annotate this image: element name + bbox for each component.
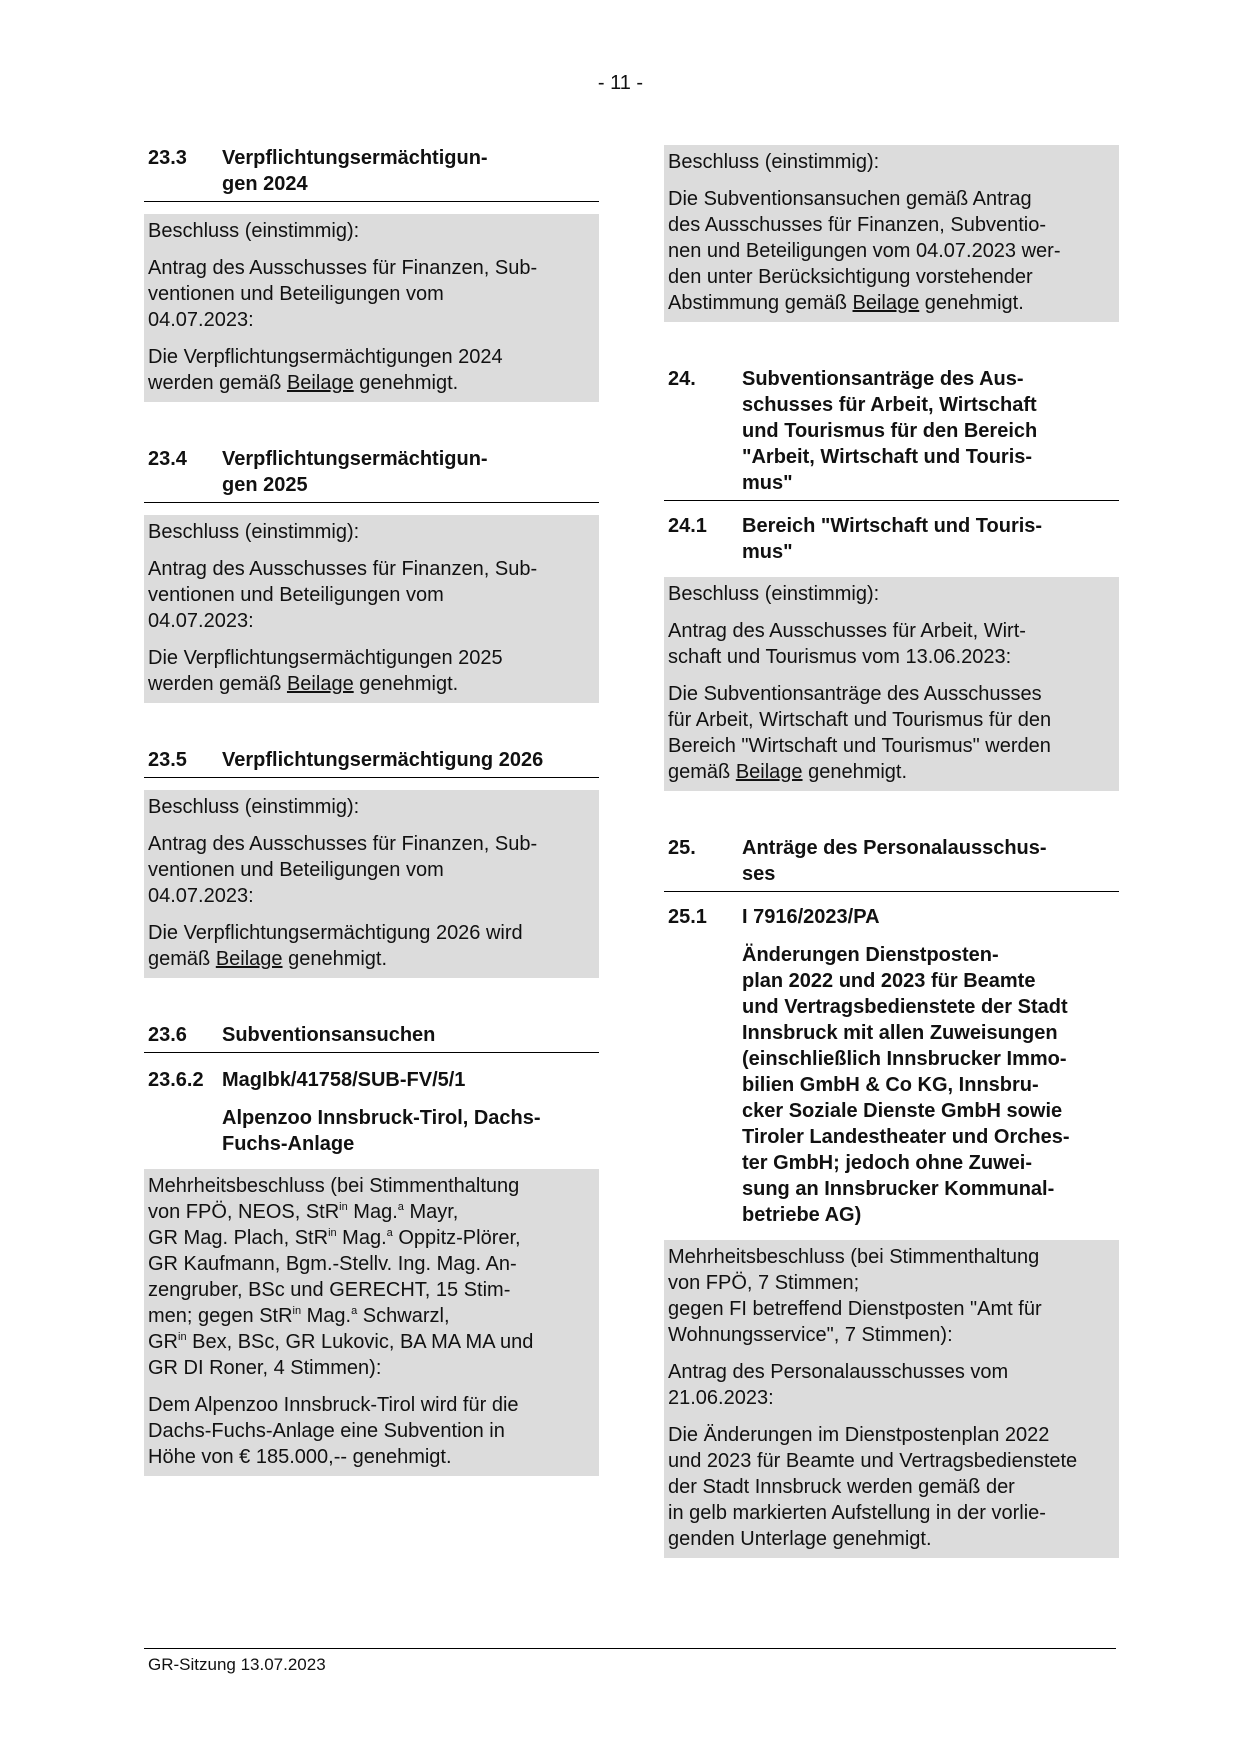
section-subtitle: Alpenzoo Innsbruck-Tirol, Dachs- Fuchs-Anlage [222,1107,541,1155]
superscript: in [339,1201,348,1213]
right-column [664,145,1119,1558]
title-line-2: gen 2024 [222,173,308,195]
resolution-text [668,186,1115,316]
decision-type: Beschluss (einstimmig): [148,220,360,242]
decision-box [144,214,599,402]
section-24 [664,366,1119,501]
resolution-text [148,645,595,697]
section-title: Anträge des Personalausschus- ses [742,837,1047,885]
vote-text [148,1173,595,1381]
beilage-link[interactable]: Beilage [286,372,354,394]
section-number: 24. [668,368,696,390]
superscript: in [292,1305,302,1317]
section-25-1 [664,904,1119,1558]
superscript: a [397,1201,404,1213]
superscript: in [328,1227,337,1239]
section-number: 23.6.2 [148,1069,204,1091]
section-title [222,145,599,197]
decision-box [664,577,1119,791]
beilage-link[interactable]: Beilage [852,292,920,314]
section-23-4 [144,446,599,703]
section-number: 23.6 [148,1024,187,1046]
section-heading [144,747,599,778]
motion-text: Antrag des Ausschusses für Arbeit, Wirt- schaft und Tourismus vom 13.06.2023: [668,620,1026,668]
section-title: I 7916/2023/PA [742,906,880,928]
vote-part: Bex, BSc, GR Lukovic, BA MA MA und GR DI Roner, 4 Stimmen): [148,1331,534,1379]
section-title [222,446,599,498]
footer-text: GR-Sitzung 13.07.2023 [148,1655,326,1674]
decision-box [144,790,599,978]
beilage-link[interactable]: Beilage [286,673,354,695]
decision-type: Beschluss (einstimmig): [148,521,360,543]
resolution-text [148,920,595,972]
decision-box [144,515,599,703]
resolution-part: Die Verpflichtungsermächtigung 2026 wird gemäß [148,922,523,970]
resolution-part: Die Subventionsanträge des Ausschusses für Arbeit, Wirtschaft und Tourismus für den Bereich "Wirtschaft und Tourismus" werden gemäß [668,683,1052,783]
resolution-text [148,344,595,396]
beilage-link[interactable]: Beilage [215,948,283,970]
vote-part: Mag. [301,1305,352,1327]
motion-text: Antrag des Personalausschusses vom 21.06.2023: [668,1361,1009,1409]
section-25 [664,835,1119,892]
section-subtitle: Änderungen Dienstposten- plan 2022 und 2023 für Beamte und Vertragsbedienstete der Stadt Innsbruck mit allen Zuweisungen (einschließlich Innsbrucker Immo- bilien GmbH & Co KG, Innsbru- cker Soziale Dienste GmbH sowie Tiroler Landestheater und Orches- ter GmbH; jedoch ohne Zuwei- sung an Innsbrucker Kommunal- betriebe AG) [742,944,1070,1226]
resolution-part: Die Verpflichtungsermächtigungen 2024 werden gemäß [148,346,503,394]
section-24-1 [664,513,1119,791]
resolution-part: genehmigt. [282,948,388,970]
section-heading [144,145,599,202]
resolution-part: genehmigt. [802,761,908,783]
section-heading [144,1067,599,1093]
vote-part: Mag. [336,1227,387,1249]
motion-text: Antrag des Ausschusses für Finanzen, Sub- ventionen und Beteiligungen vom 04.07.2023: [148,833,538,907]
motion-text: Antrag des Ausschusses für Finanzen, Sub- ventionen und Beteiligungen vom 04.07.2023: [148,257,538,331]
section-number: 24.1 [668,515,707,537]
section-23-5 [144,747,599,978]
section-title: Subventionsanträge des Aus- schusses für Arbeit, Wirtschaft und Tourismus für den Bereich "Arbeit, Wirtschaft und Touris- mus" [742,368,1038,494]
section-heading [664,366,1119,501]
section-number: 25.1 [668,906,707,928]
title-line-1: Verpflichtungsermächtigun- [222,147,488,169]
vote-text: Mehrheitsbeschluss (bei Stimmenthaltung von FPÖ, 7 Stimmen; gegen FI betreffend Dienstposten "Amt für Wohnungsservice", 7 Stimmen): [668,1246,1042,1346]
resolution-part: Die Verpflichtungsermächtigungen 2025 werden gemäß [148,647,503,695]
decision-type: Beschluss (einstimmig): [668,151,880,173]
decision-type: Beschluss (einstimmig): [668,583,880,605]
superscript: a [351,1305,358,1317]
section-23-6 [144,1022,599,1053]
resolution-part: genehmigt. [353,372,459,394]
vote-part: Oppitz-Plörer, GR Kaufmann, Bgm.-Stellv. Ing. Mag. An- zengruber, BSc und GERECHT, 15 Stim- men; gegen StR [148,1227,521,1327]
section-title: Verpflichtungsermächtigung 2026 [222,749,544,771]
resolution-part: genehmigt. [353,673,459,695]
section-heading [144,446,599,503]
beilage-link[interactable]: Beilage [735,761,803,783]
decision-box [664,1240,1119,1558]
vote-part: Schwarzl, GR [148,1305,450,1353]
resolution-text: Die Änderungen im Dienstpostenplan 2022 und 2023 für Beamte und Vertragsbedienstete der Stadt Innsbruck werden gemäß der in gelb markierten Aufstellung in der vorlie- genden Unterlage genehmigt. [668,1424,1078,1550]
resolution-part: Die Subventionsansuchen gemäß Antrag des Ausschusses für Finanzen, Subventio- nen und Beteiligungen vom 04.07.2023 wer- den unter Berücksichtigung vorstehender Abstimmung gemäß [668,188,1061,314]
vote-part: Mayr, GR Mag. Plach, StR [148,1201,459,1249]
decision-type: Beschluss (einstimmig): [148,796,360,818]
resolution-part: genehmigt. [919,292,1024,314]
motion-text: Antrag des Ausschusses für Finanzen, Sub- ventionen und Beteiligungen vom 04.07.2023: [148,558,538,632]
superscript: a [386,1227,393,1239]
decision-box [144,1169,599,1476]
superscript: in [178,1331,187,1343]
section-23-3 [144,145,599,402]
left-column [144,145,599,1476]
footer-rule [144,1648,1116,1649]
section-number: 25. [668,837,696,859]
page-number: - 11 - [597,72,644,94]
resolution-text: Dem Alpenzoo Innsbruck-Tirol wird für die Dachs-Fuchs-Anlage eine Subvention in Höhe von € 185.000,-- genehmigt. [148,1394,519,1468]
section-heading [144,1022,599,1053]
decision-box [664,145,1119,322]
section-23-6-2 [144,1067,599,1476]
section-heading [664,835,1119,892]
section-number: 23.4 [148,448,187,470]
resolution-text [668,681,1115,785]
section-heading [664,513,1119,565]
section-title: MagIbk/41758/SUB-FV/5/1 [222,1069,466,1091]
vote-part: Mehrheitsbeschluss (bei Stimmenthaltung von FPÖ, NEOS, StR [148,1175,520,1223]
section-number: 23.5 [148,749,187,771]
section-number: 23.3 [148,147,187,169]
title-line-2: gen 2025 [222,474,308,496]
section-heading [664,904,1119,930]
vote-part: Mag. [347,1201,398,1223]
section-title: Subventionsansuchen [222,1024,436,1046]
title-line-1: Verpflichtungsermächtigun- [222,448,488,470]
section-title: Bereich "Wirtschaft und Touris- mus" [742,515,1043,563]
